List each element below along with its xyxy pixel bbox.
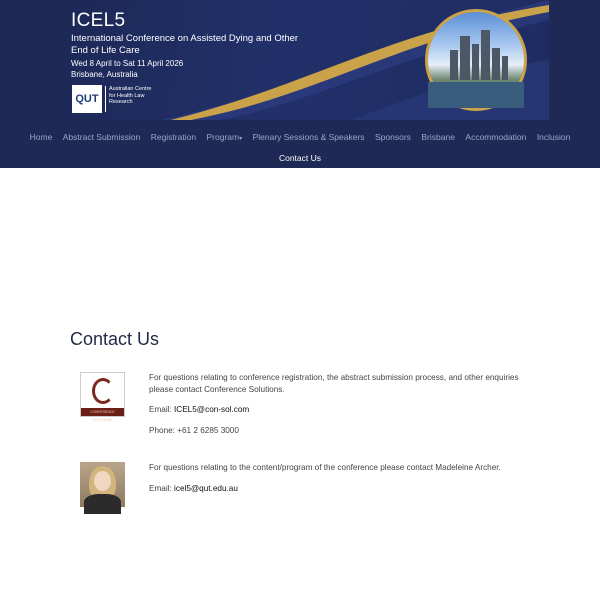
conference-title: ICEL5 <box>71 10 126 31</box>
building-shape <box>460 36 470 80</box>
email-link[interactable]: ICEL5@con-sol.com <box>174 405 250 414</box>
qut-logo-caption: Australian Centre for Health Law Research <box>109 86 152 105</box>
email-label: Email: <box>149 405 175 414</box>
nav-sponsors[interactable]: Sponsors <box>375 132 411 142</box>
email-link[interactable]: icel5@qut.edu.au <box>174 483 238 493</box>
nav-contact-us[interactable]: Contact Us <box>278 153 322 163</box>
building-shape <box>472 44 479 80</box>
contact-description: For questions relating to the content/program of the conference please contact Madeleine Archer. <box>149 463 501 472</box>
conference-dates: Wed 8 April to Sat 11 April 2026 <box>71 59 184 68</box>
conference-location: Brisbane, Australia <box>71 70 138 79</box>
email-line <box>149 404 519 416</box>
chevron-down-icon: ▾ <box>239 136 243 142</box>
nav-home[interactable]: Home <box>29 132 53 142</box>
nav-program[interactable] <box>207 132 243 142</box>
contact-description: For questions relating to conference registration, the abstract submission process, and other enquiries please contact Conference Solutions. <box>149 373 519 394</box>
contact-details <box>149 462 519 503</box>
building-shape <box>450 50 458 80</box>
conference-subtitle: International Conference on Assisted Dying and Other End of Life Care <box>71 33 299 56</box>
contact-details <box>149 372 519 445</box>
nav-inclusion[interactable]: Inclusion <box>536 132 571 142</box>
phone-line: Phone: +61 2 6285 3000 <box>149 425 239 435</box>
email-label: Email: <box>149 483 175 493</box>
nav-accommodation[interactable]: Accommodation <box>465 132 527 142</box>
qut-logo: QUT <box>72 85 102 113</box>
river-shape <box>428 82 524 108</box>
nav-plenary-sessions[interactable]: Plenary Sessions & Speakers <box>252 132 365 142</box>
cs-logo-mark <box>92 378 114 404</box>
brisbane-skyline-image <box>425 9 527 111</box>
site-header <box>0 0 600 168</box>
cs-logo-caption: CONFERENCE SOLUTIONS <box>81 408 124 416</box>
main-navigation <box>0 127 600 141</box>
main-navigation-row-2 <box>0 148 600 166</box>
nav-brisbane[interactable]: Brisbane <box>421 132 455 142</box>
nav-abstract-submission[interactable]: Abstract Submission <box>62 132 141 142</box>
avatar-face <box>94 471 111 491</box>
nav-program-label: Program <box>206 132 240 142</box>
conference-solutions-logo <box>80 372 125 422</box>
avatar <box>80 462 125 507</box>
page-title: Contact Us <box>70 329 160 349</box>
email-line <box>149 483 519 495</box>
building-shape <box>502 56 508 80</box>
avatar-body <box>84 494 121 514</box>
building-shape <box>492 48 500 80</box>
nav-registration[interactable]: Registration <box>150 132 197 142</box>
conference-banner[interactable] <box>51 0 549 120</box>
logo-divider <box>105 86 106 112</box>
building-shape <box>481 30 490 80</box>
